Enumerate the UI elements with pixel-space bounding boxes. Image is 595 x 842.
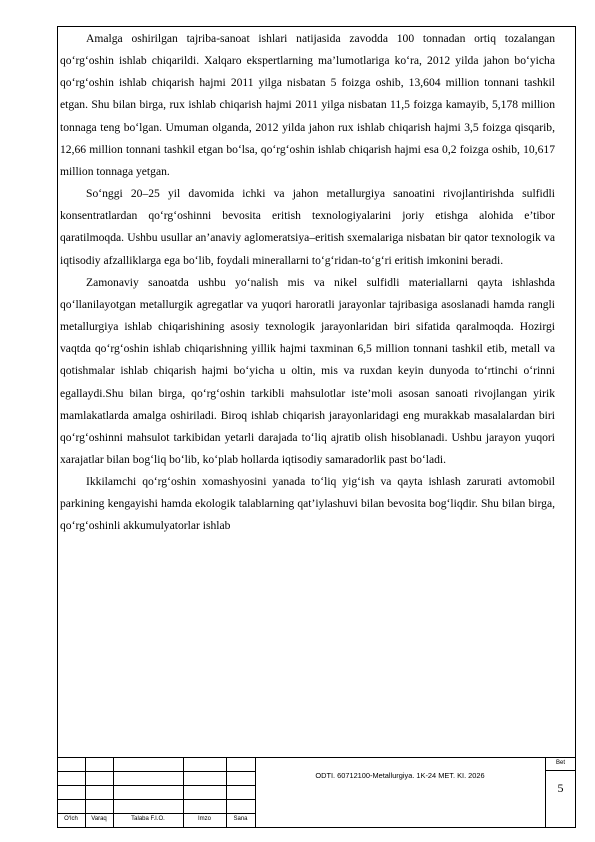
paragraph-2: So‘nggi 20–25 yil davomida ichki va jahon metallurgiya sanoatini rivojlantirishda sulfidli konsentratlardan qo‘rg‘oshinni bevosita eritish texnologiyalarini joriy etishga alohida e’tibor qaratilmoqda. Ushbu usullar an’anaviy aglomeratsiya–eritish sxemalariga nisbatan bir qator texnologik va iqtisodiy afzalliklarga ega bo‘lib, foydali minerallarni to‘g‘ridan-to‘g‘ri eritish imkonini beradi. — [60, 187, 555, 267]
page-number: 5 — [557, 781, 564, 795]
document-body — [57, 28, 555, 748]
col-label-varaq: Varaq — [91, 816, 107, 822]
title-block-stamp — [57, 757, 576, 828]
stamp-col-line-5 — [255, 757, 256, 828]
paragraph-1: Amalga oshirilgan tajriba-sanoat ishlari natijasida zavodda 100 tonnadan ortiq tozalangan qo‘rg‘oshin ishlab chiqarildi. Xalqaro ekspertlarning ma’lumotlariga ko‘ra, 2012 yilda jahon bo‘yicha qo‘rg‘oshin ishlab chiqarish hajmi 2011 yilga nisbatan 5 foizga oshib, 13,604 million tonnani tashkil etgan. Shu bilan birga, rux ishlab chiqarish hajmi 2011 yilga nisbatan 11,5 foizga kamayib, 5,178 million tonnaga teng bo‘lgan. Umuman olganda, 2012 yilda jahon rux ishlab chiqarish hajmi 3,5 foizga qisqarib, 12,66 million tonnani tashkil etgan bo‘lsa, qo‘rg‘oshin ishlab chiqarish hajmi esa 0,2 foizga oshib, 10,617 million tonnaga yetgan. — [60, 32, 555, 178]
col-label-olch: O‘lch — [64, 816, 78, 822]
col-label-signature: Imzo — [197, 816, 211, 822]
col-label-date: Sana — [233, 816, 248, 822]
paragraph-4: Ikkilamchi qo‘rg‘oshin xomashyosini yanada to‘liq yig‘ish va qayta ishlash zarurati avtomobil parkining kengayishi hamda ekologik talablarning qat’iylashuvi bilan bevosita bog‘liqdir. Shu bilan birga, qo‘rg‘oshinli akkumulyatorlar ishlab — [60, 475, 555, 533]
bet-divider-line — [545, 770, 576, 771]
col-label-student-name: Talaba F.I.O. — [131, 816, 165, 822]
sheet-label: Bet — [555, 760, 565, 766]
stamp-top-border — [57, 757, 576, 758]
document-code: ODTI. 60712100-Metallurgiya. 1K-24 MET. KI. 2026 — [315, 771, 485, 780]
paragraph-3: Zamonaviy sanoatda ushbu yo‘nalish mis va nikel sulfidli materiallarni qayta ishlashda qo‘llanilayotgan metallurgik agregatlar va yuqori haroratli jarayonlar tajribasiga asoslanadi hamda rangli metallurgiya ishlab chiqarishining asosiy texnologik jarayonlaridan biri sifatida qaralmoqda. Hozirgi vaqtda qo‘rg‘oshin ishlab chiqarishning yillik hajmi taxminan 6,5 million tonnani tashkil etib, metall va qotishmalar ishlab chiqarish hajmi bo‘yicha u oltin, mis va ruxdan keyin dunyoda to‘rtinchi o‘rinni egallaydi.Shu bilan birga, qo‘rg‘oshin tarkibli mahsulotlar iste’moli asosan sanoati rivojlangan yirik mamlakatlarda amalga oshiriladi. Biroq ishlab chiqarish jarayonlaridagi eng murakkab masalalardan biri qo‘rg‘oshinni mahsulot tarkibidan yetarli darajada to‘liq ajratib olish hisoblanadi. Ushbu jarayon yuqori xarajatlar bilan bog‘liq bo‘lib, ko‘plab hollarda iqtisodiy samaradorlik past bo‘ladi. — [60, 275, 555, 466]
